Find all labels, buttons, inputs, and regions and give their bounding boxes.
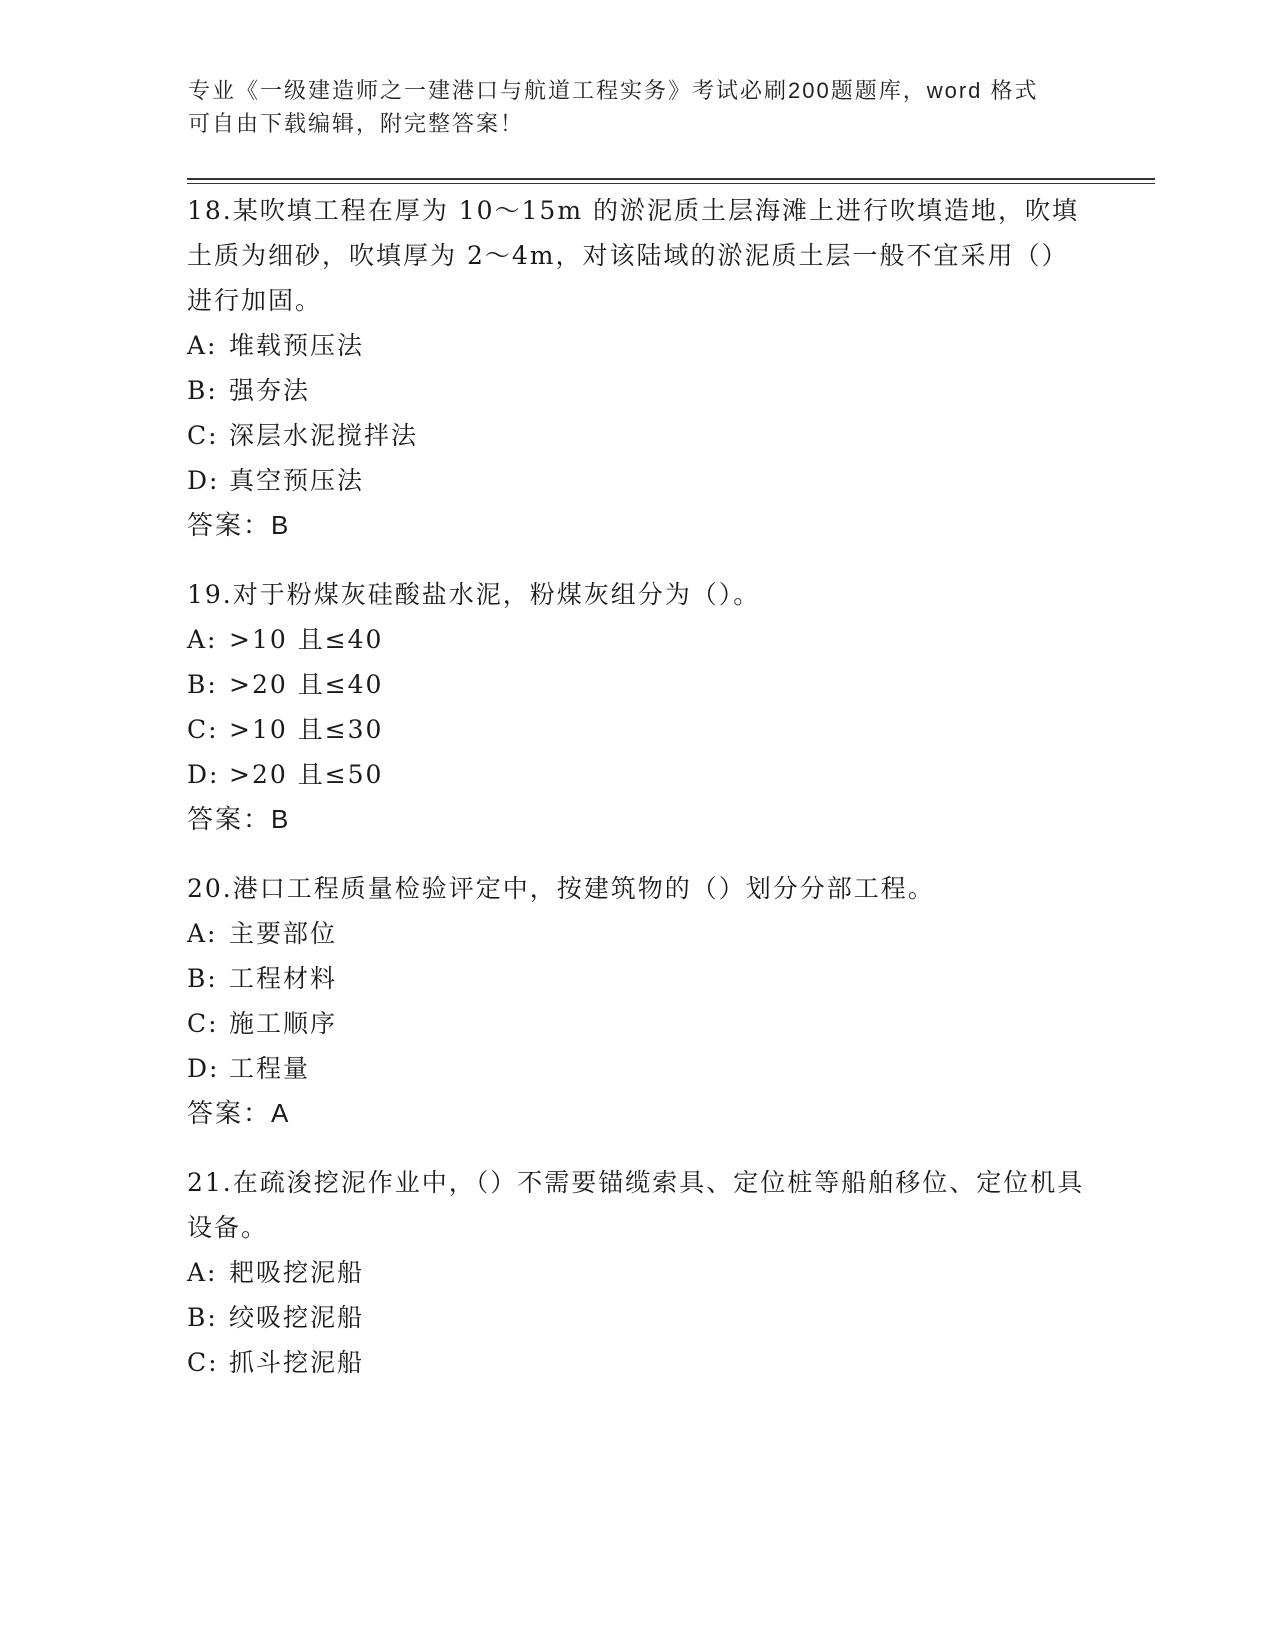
option-letter: A: [187,1258,218,1287]
option-text: 工程量 [229,1054,311,1083]
option-letter: C: [187,1348,219,1377]
answer-line: 答案：B [187,804,291,834]
option-b [187,662,1087,707]
option-c [187,413,1087,458]
question-19 [187,572,1087,842]
header-divider-thick [187,178,1155,180]
option-text: 施工顺序 [229,1009,338,1038]
header-divider-thin [187,183,1155,184]
option-letter: D: [187,760,220,789]
option-text: 绞吸挖泥船 [229,1303,365,1332]
question-21 [187,1160,1087,1385]
option-text: >20 且≤40 [229,670,384,699]
option-b [187,956,1087,1001]
option-text: >10 且≤30 [229,715,384,744]
option-text: 抓斗挖泥船 [229,1348,365,1377]
option-letter: D: [187,466,220,495]
document-header [188,74,1068,140]
option-letter: C: [187,715,219,744]
option-letter: C: [187,421,219,450]
option-letter: B: [187,1303,218,1332]
question-18 [187,188,1087,548]
answer-line: 答案：A [187,1098,291,1128]
option-c [187,1340,1087,1385]
question-text: 20.港口工程质量检验评定中，按建筑物的（）划分分部工程。 [187,874,935,903]
answer-line: 答案：B [187,510,291,540]
option-a [187,323,1087,368]
option-letter: A: [187,625,218,654]
option-text: 真空预压法 [229,466,365,495]
option-d [187,458,1087,503]
option-letter: A: [187,919,218,948]
option-a [187,617,1087,662]
option-text: 耙吸挖泥船 [229,1258,365,1287]
header-line-1: 专业《一级建造师之一建港口与航道工程实务》考试必刷200题题库，word 格式 [188,78,1039,103]
question-text: 21.在疏浚挖泥作业中，（）不需要锚缆索具、定位桩等船舶移位、定位机具设备。 [187,1168,1085,1242]
option-text: >20 且≤50 [229,760,384,789]
question-text: 19.对于粉煤灰硅酸盐水泥，粉煤灰组分为（）。 [187,580,761,609]
option-letter: B: [187,964,218,993]
question-list [187,188,1087,1409]
option-b [187,368,1087,413]
option-letter: C: [187,1009,219,1038]
option-letter: D: [187,1054,220,1083]
question-20 [187,866,1087,1136]
header-line-2: 可自由下载编辑，附完整答案！ [188,111,525,136]
option-d [187,1046,1087,1091]
option-text: 堆载预压法 [229,331,365,360]
option-letter: A: [187,331,218,360]
option-a [187,1250,1087,1295]
option-text: 深层水泥搅拌法 [229,421,419,450]
option-letter: B: [187,670,218,699]
option-d [187,752,1087,797]
option-text: >10 且≤40 [229,625,384,654]
option-text: 工程材料 [229,964,338,993]
option-text: 强夯法 [229,376,311,405]
question-text: 18.某吹填工程在厚为 10～15m 的淤泥质土层海滩上进行吹填造地，吹填土质为细砂，吹填厚为 2～4m，对该陆域的淤泥质土层一般不宜采用（）进行加固。 [187,196,1079,315]
option-a [187,911,1087,956]
option-text: 主要部位 [229,919,338,948]
option-b [187,1295,1087,1340]
option-letter: B: [187,376,218,405]
option-c [187,707,1087,752]
option-c [187,1001,1087,1046]
